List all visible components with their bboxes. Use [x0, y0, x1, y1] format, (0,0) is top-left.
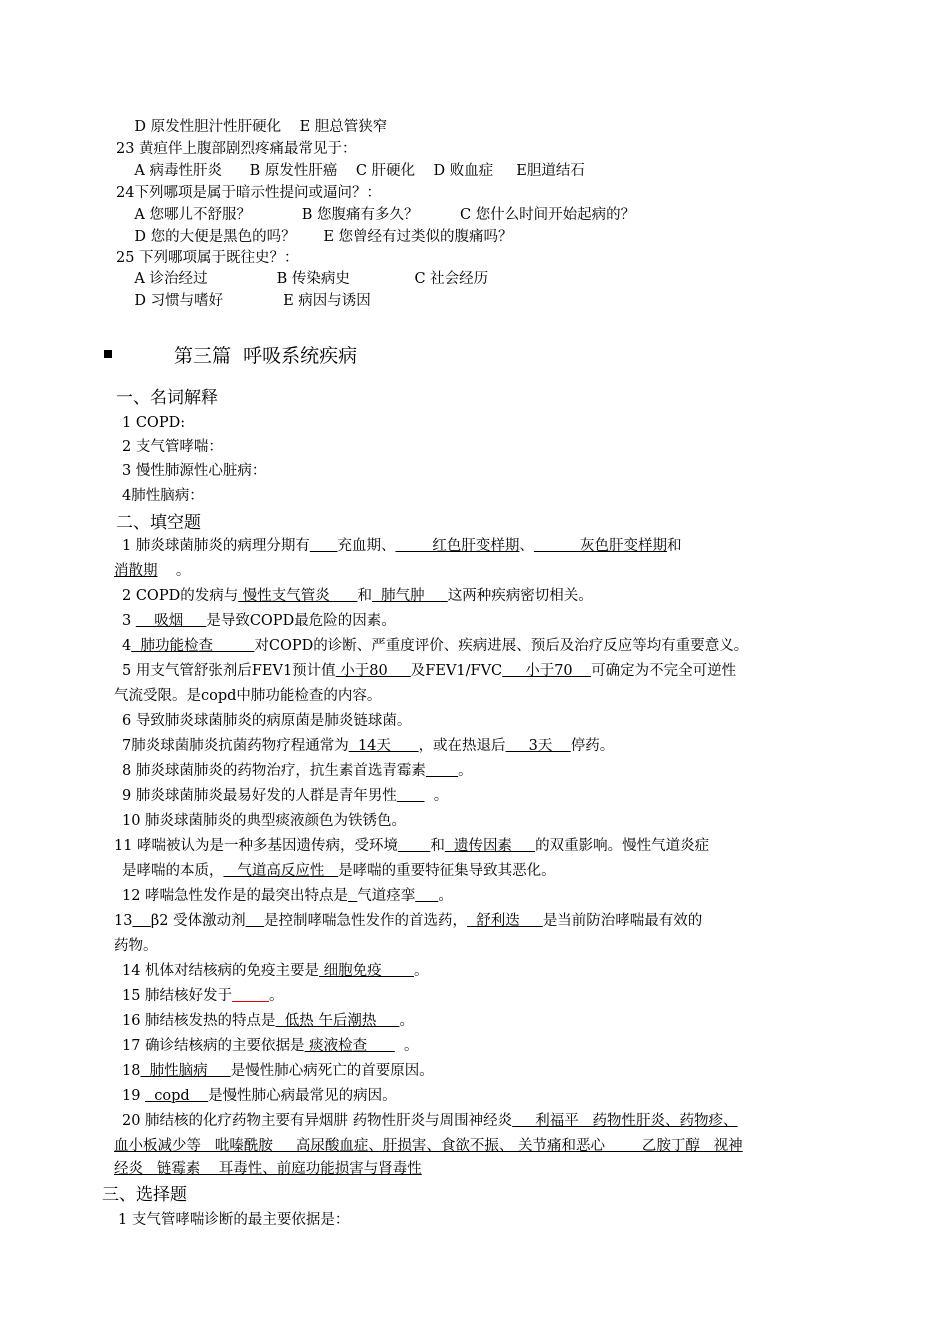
question-text: 是哮喘的本质， — [122, 863, 224, 879]
answer-blank — [348, 888, 357, 904]
question-text: 18 — [122, 1063, 141, 1079]
question-text: 2 COPD的发病与 — [122, 588, 239, 604]
prev-line-7: 25 下列哪项属于既往史？： — [116, 250, 299, 266]
prev-line-3: A 病毒性肝炎 B 原发性肝癌 C 肝硬化 D 败血症 E胆道结石 — [116, 163, 585, 179]
question-text: 停药。 — [570, 738, 615, 754]
question-text: 3 — [122, 613, 136, 629]
question-text: 是慢性肺心病死亡的首要原因。 — [230, 1063, 434, 1079]
fill-line-17 — [114, 936, 158, 956]
answer-blank: 利福平 药物性肝炎、药物疹、 — [512, 1113, 738, 1129]
answer-blank — [246, 913, 264, 929]
question-text: 。 — [157, 563, 191, 579]
fill-line-13 — [114, 836, 709, 856]
answer-blank: 消散期 — [114, 563, 158, 579]
question-text: 。 — [413, 963, 429, 979]
answer-blank: 血小板减少等 吡嗪酰胺 高尿酸血症、肝损害、食欲不振、 关节痛和恶心 乙胺丁醇 视神 — [114, 1138, 743, 1154]
bullet-marker — [104, 350, 112, 358]
question-text: 和 — [357, 588, 372, 604]
question-text: 4 — [122, 638, 132, 654]
answer-blank: 细胞免疫 — [319, 963, 414, 979]
term-4: 4肺性脑病： — [122, 488, 204, 504]
answer-blank: 慢性支气管炎 — [238, 588, 358, 604]
fill-line-14 — [122, 861, 556, 881]
question-text: 。 — [394, 1038, 419, 1054]
question-text: 。 — [268, 988, 284, 1004]
question-text: 及FEV1/FVC — [410, 663, 503, 679]
question-text: 14 机体对结核病的免疫主要是 — [122, 963, 320, 979]
answer-blank: 肺气肿 — [371, 588, 448, 604]
question-text: 的双重影响。慢性气道炎症 — [535, 838, 710, 854]
question-text: 1 肺炎球菌肺炎的病理分期有 — [122, 538, 310, 554]
fill-line-7 — [114, 686, 381, 706]
question-text: 12 哮喘急性发作是的最突出特点是 — [122, 888, 349, 904]
question-text: 8 肺炎球菌肺炎的药物治疗，抗生素首选青霉素 — [122, 763, 426, 779]
answer-blank: 小于80 — [335, 663, 411, 679]
answer-blank: copd — [145, 1088, 209, 1104]
fill-line-20 — [122, 1011, 414, 1031]
answer-blank: 肺功能检查 — [131, 638, 255, 654]
fill-line-23 — [122, 1086, 397, 1106]
fill-line-8 — [122, 711, 411, 731]
fill-line-21 — [122, 1036, 419, 1056]
question-text: 。 — [424, 788, 449, 804]
question-text: β2 受体激动剂 — [150, 913, 246, 929]
answer-blank: 舒利迭 — [467, 913, 543, 929]
question-text: 、 — [519, 538, 534, 554]
question-text: 气流受限。是copd中肺功能检查的内容。 — [114, 688, 382, 704]
question-text: 9 肺炎球菌肺炎最易好发的人群是青年男性 — [122, 788, 397, 804]
question-text: 和 — [430, 838, 445, 854]
fill-line-15 — [122, 886, 453, 906]
fill-line-26 — [114, 1159, 422, 1179]
fill-line-19 — [122, 986, 283, 1006]
part-heading-choice: 三、选择题 — [102, 1185, 187, 1205]
question-text: ，或在热退后 — [418, 738, 506, 754]
question-text: 药物。 — [114, 938, 158, 954]
answer-blank: 气道高反应性 — [223, 863, 339, 879]
answer-blank — [310, 538, 338, 554]
question-text: 充血期、 — [337, 538, 396, 554]
answer-blank: 经炎 链霉素 耳毒性、前庭功能损害与肾毒性 — [114, 1161, 422, 1177]
question-text: 7肺炎球菌肺炎抗菌药物疗程通常为 — [122, 738, 349, 754]
answer-blank: 低热 午后潮热 — [275, 1013, 400, 1029]
question-text: 19 — [122, 1088, 146, 1104]
question-text: 可确定为不完全可逆性 — [591, 663, 737, 679]
question-text: 16 肺结核发热的特点是 — [122, 1013, 276, 1029]
fill-line-10 — [122, 761, 473, 781]
question-text: 20 肺结核的化疗药物主要有异烟肼 药物性肝炎与周围神经炎 — [122, 1113, 513, 1129]
question-text: 是当前防治哮喘最有效的 — [542, 913, 703, 929]
answer-blank — [398, 838, 430, 854]
prev-line-5: A 您哪儿不舒服？ B 您腹痛有多久？ C 您什么时间开始起病的？ — [116, 207, 636, 223]
prev-line-6: D 您的大便是黑色的吗？ E 您曾经有过类似的腹痛吗？ — [116, 229, 513, 245]
prev-line-8: A 诊治经过 B 传染病史 C 社会经历 — [116, 271, 489, 287]
fill-line-9 — [122, 736, 614, 756]
question-text: 10 肺炎球菌肺炎的典型痰液颜色为铁锈色。 — [122, 813, 407, 829]
choice-question-1: 1 支气管哮喘诊断的最主要依据是： — [118, 1212, 350, 1228]
answer-blank — [232, 988, 269, 1004]
answer-blank — [132, 913, 150, 929]
prev-line-4: 24下列哪项是属于暗示性提问或逼问？： — [116, 185, 381, 201]
answer-blank: 小于70 — [502, 663, 592, 679]
question-text: 。 — [399, 1013, 414, 1029]
answer-blank: 红色肝变样期 — [395, 538, 520, 554]
fill-line-25 — [114, 1136, 743, 1156]
question-text: 是慢性肺心病最常见的病因。 — [208, 1088, 397, 1104]
answer-blank: 遗传因素 — [444, 838, 536, 854]
answer-blank: 灰色肝变样期 — [533, 538, 667, 554]
question-text: 17 确诊结核病的主要依据是 — [122, 1038, 305, 1054]
question-text: 13 — [114, 913, 133, 929]
part-heading-fill: 二、填空题 — [116, 513, 201, 533]
question-text: 对COPD的诊断、严重度评价、疾病进展、预后及治疗反应等均有重要意义。 — [254, 638, 749, 654]
prev-line-1: D 原发性胆汁性肝硬化 E 胆总管狭窄 — [116, 119, 388, 135]
fill-line-3 — [122, 586, 593, 606]
term-2: 2 支气管哮喘： — [122, 439, 223, 455]
fill-line-5 — [122, 636, 748, 656]
answer-blank — [397, 788, 425, 804]
question-text: 这两种疾病密切相关。 — [447, 588, 593, 604]
question-text: 11 哮喘被认为是一种多基因遗传病，受环境 — [114, 838, 399, 854]
fill-line-6 — [122, 661, 736, 681]
question-text: 气道痉挛 — [357, 888, 416, 904]
answer-blank: 痰液检查 — [304, 1038, 395, 1054]
question-text: 15 肺结核好发于 — [122, 988, 233, 1004]
answer-blank: 14天 — [348, 738, 419, 754]
fill-line-2 — [114, 561, 190, 581]
term-3: 3 慢性肺源性心脏病： — [122, 463, 267, 479]
question-text: 和 — [666, 538, 682, 554]
fill-line-11 — [122, 786, 448, 806]
answer-blank: 吸烟 — [135, 613, 207, 629]
answer-blank — [426, 763, 458, 779]
answer-blank: 肺性脑病 — [140, 1063, 231, 1079]
question-text: 5 用支气管舒张剂后FEV1预计值 — [122, 663, 336, 679]
fill-line-22 — [122, 1061, 434, 1081]
question-text: 。 — [438, 888, 453, 904]
fill-line-18 — [122, 961, 428, 981]
answer-blank — [415, 888, 438, 904]
fill-line-12 — [122, 811, 406, 831]
question-text: 。 — [458, 763, 473, 779]
question-text: 是导致COPD最危险的因素。 — [206, 613, 396, 629]
question-text: 是哮喘的重要特征集导致其恶化。 — [338, 863, 556, 879]
prev-line-9: D 习惯与嗜好 E 病因与诱因 — [116, 293, 371, 309]
fill-line-16 — [114, 911, 702, 931]
prev-line-2: 23 黄疸伴上腹部剧烈疼痛最常见于： — [116, 141, 357, 157]
answer-blank: 3天 — [505, 738, 571, 754]
section-title: 第三篇 呼吸系统疾病 — [174, 345, 358, 367]
question-text: 是控制哮喘急性发作的首选药， — [264, 913, 468, 929]
fill-line-1 — [122, 536, 681, 556]
question-text: 6 导致肺炎球菌肺炎的病原菌是肺炎链球菌。 — [122, 713, 412, 729]
part-heading-terms: 一、名词解释 — [116, 388, 218, 408]
fill-line-24 — [122, 1111, 738, 1131]
fill-line-4 — [122, 611, 396, 631]
term-1: 1 COPD: — [122, 415, 186, 431]
